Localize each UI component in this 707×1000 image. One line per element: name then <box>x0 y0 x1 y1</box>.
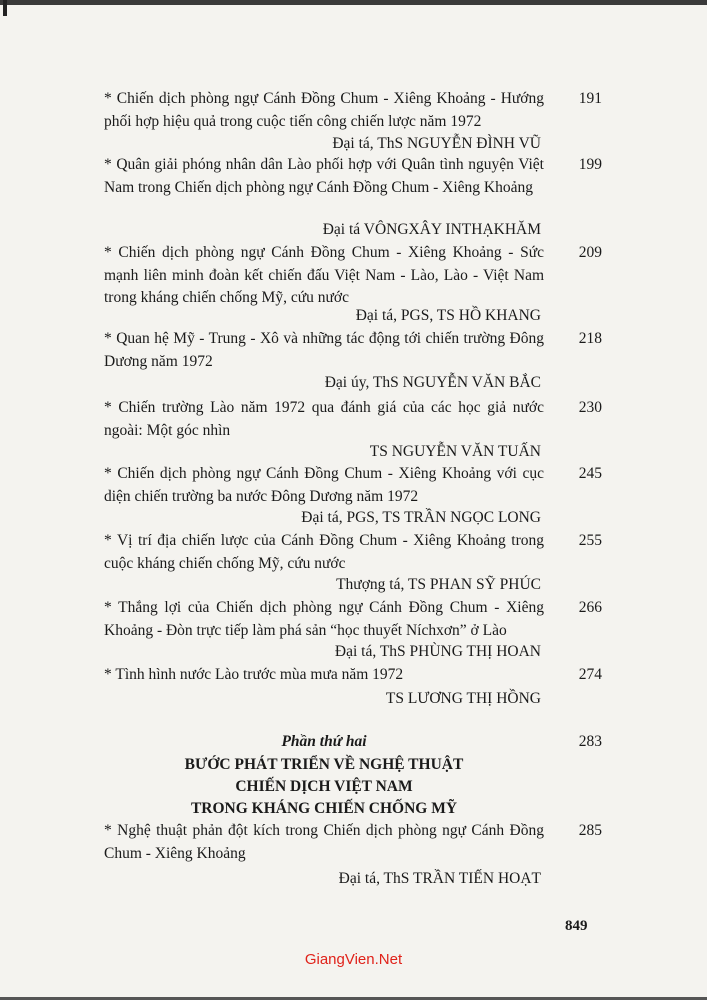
toc-entry-page: 245 <box>578 465 602 482</box>
toc-entry-title: * Quan hệ Mỹ - Trung - Xô và những tác động tới chiến trường Đông Dương năm 1972 <box>104 330 544 370</box>
toc-entry-title: * Thắng lợi của Chiến dịch phòng ngự Cánh Đồng Chum - Xiêng Khoảng - Đòn trực tiếp làm phá sản “học thuyết Níchxơn” ở Lào <box>104 599 544 639</box>
toc-entry-author: Đại tá, ThS PHÙNG THỊ HOAN <box>334 643 541 660</box>
part-title-line: CHIẾN DỊCH VIỆT NAM <box>235 778 413 795</box>
toc-entry-author: Đại tá, ThS NGUYỄN ĐÌNH VŨ <box>332 135 541 152</box>
part-title-line: BƯỚC PHÁT TRIỂN VỀ NGHỆ THUẬT <box>184 756 464 773</box>
toc-entry-title: * Chiến dịch phòng ngự Cánh Đồng Chum - Xiêng Khoảng - Sức mạnh liên minh đoàn kết chiến đấu Việt Nam - Lào, Lào - Việt Nam trong kháng chiến chống Mỹ, cứu nước <box>104 244 544 306</box>
toc-entry-page: 274 <box>578 666 602 683</box>
page-number: 849 <box>565 918 588 934</box>
part-page: 283 <box>578 733 602 750</box>
toc-entry-author: Đại tá VÔNGXÂY INTHẠKHĂM <box>322 221 541 238</box>
toc-entry-author: Đại tá, PGS, TS HỒ KHANG <box>355 307 541 324</box>
toc-entry-title: * Vị trí địa chiến lược của Cánh Đồng Chum - Xiêng Khoảng trong cuộc kháng chiến chống Mỹ, cứu nước <box>104 532 544 572</box>
toc-entry-author: Đại tá, ThS TRẦN TIẾN HOẠT <box>338 870 541 887</box>
part-label: Phần thứ hai <box>281 733 367 750</box>
part-heading <box>104 730 544 820</box>
toc-entry-page: 255 <box>578 532 602 549</box>
toc-entry-author: TS NGUYỄN VĂN TUẤN <box>369 443 541 460</box>
toc-entry-title: * Chiến dịch phòng ngự Cánh Đồng Chum - Xiêng Khoảng với cục diện chiến trường ba nước Đông Dương năm 1972 <box>104 465 544 505</box>
toc-entry-page: 199 <box>578 156 602 173</box>
toc-entry-page: 191 <box>578 90 602 107</box>
toc-entry-author: Đại úy, ThS NGUYỄN VĂN BẮC <box>324 374 541 391</box>
toc-entry-title: * Quân giải phóng nhân dân Lào phối hợp với Quân tình nguyện Việt Nam trong Chiến dịch phòng ngự Cánh Đồng Chum - Xiêng Khoảng <box>104 156 544 196</box>
toc-entry-title: * Chiến dịch phòng ngự Cánh Đồng Chum - Xiêng Khoảng - Hướng phối hợp hiệu quả trong cuộc tiến công chiến lược năm 1972 <box>104 90 544 130</box>
scan-corner-mark <box>3 0 7 16</box>
toc-entry-page: 218 <box>578 330 602 347</box>
toc-entry-title: * Tình hình nước Lào trước mùa mưa năm 1972 <box>104 666 404 683</box>
toc-entry-title: * Nghệ thuật phản đột kích trong Chiến dịch phòng ngự Cánh Đồng Chum - Xiêng Khoảng <box>104 822 544 862</box>
toc-entry-page: 230 <box>578 399 602 416</box>
toc-entry-author: Thượng tá, TS PHAN SỸ PHÚC <box>336 576 541 593</box>
toc-entry-author: TS LƯƠNG THỊ HỒNG <box>385 690 541 707</box>
watermark: GiangVien.Net <box>304 951 403 968</box>
toc-entry-page: 285 <box>578 822 602 839</box>
toc-entry-page: 266 <box>578 599 602 616</box>
toc-entry-page: 209 <box>578 244 602 261</box>
toc-entry-title: * Chiến trường Lào năm 1972 qua đánh giá của các học giả nước ngoài: Một góc nhìn <box>104 399 544 439</box>
toc-entry-author: Đại tá, PGS, TS TRẦN NGỌC LONG <box>301 509 541 526</box>
part-title-line: TRONG KHÁNG CHIẾN CHỐNG MỸ <box>190 800 458 817</box>
scan-top-edge <box>0 0 707 5</box>
